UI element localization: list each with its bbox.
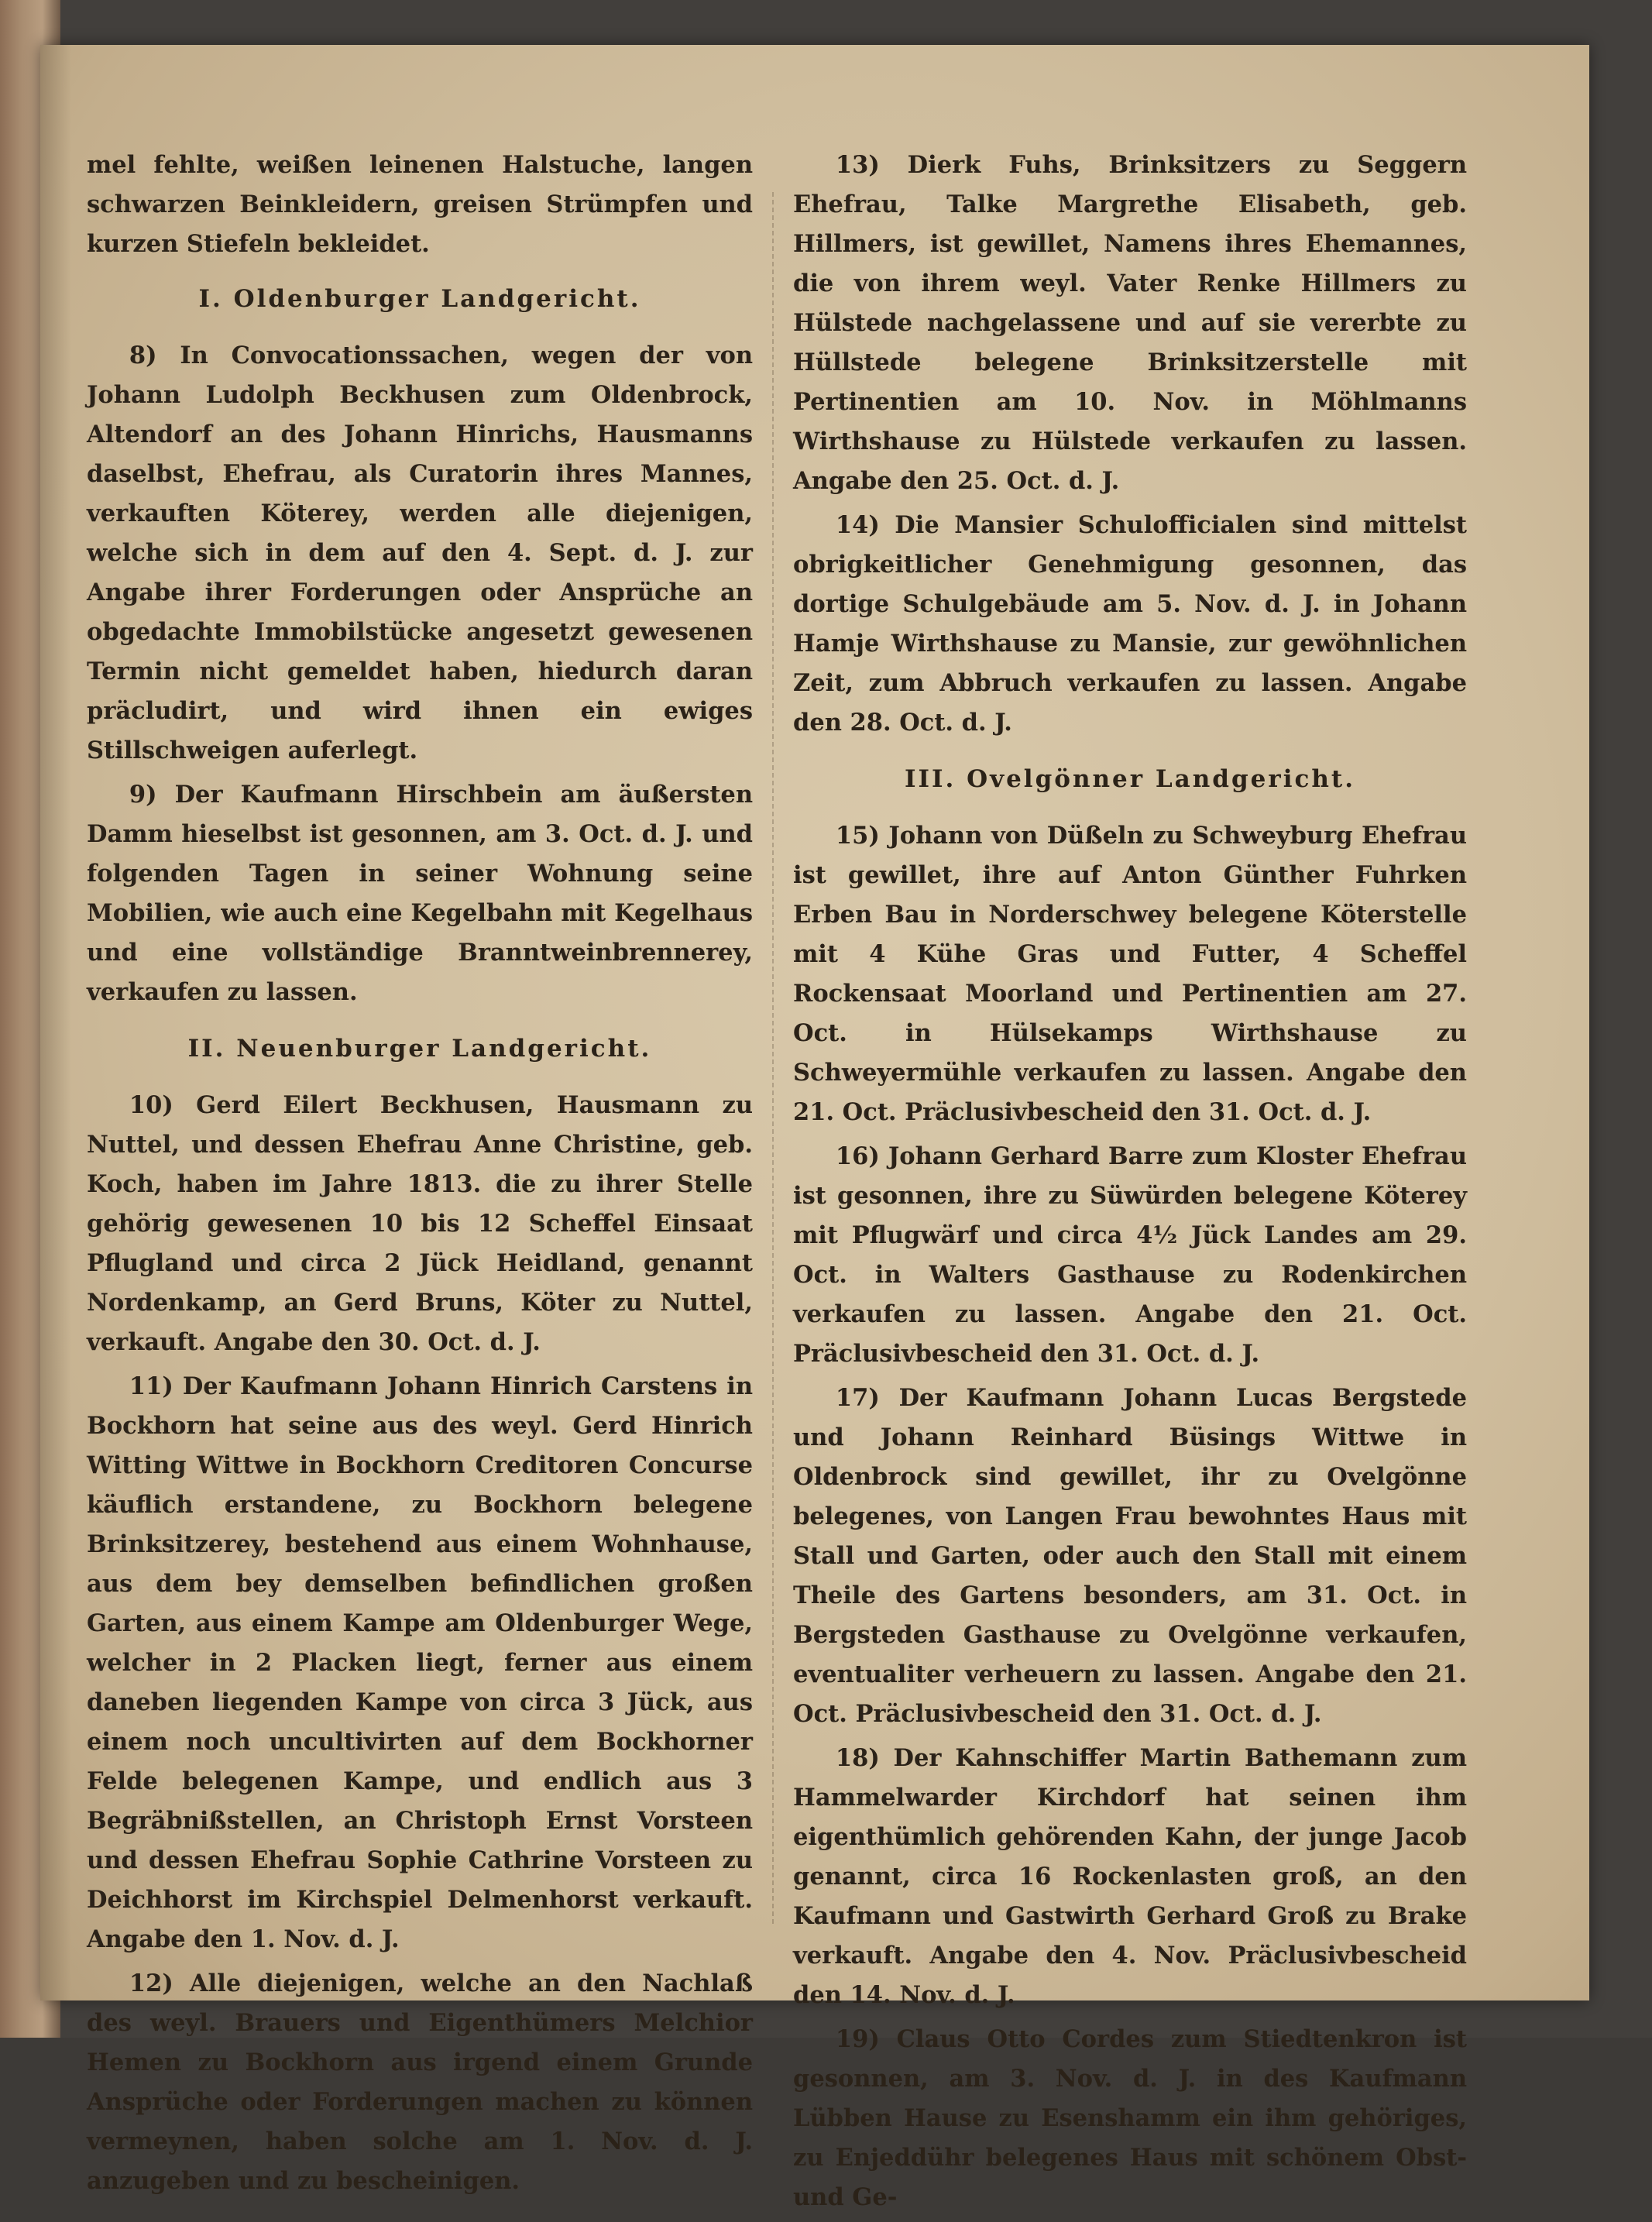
notice-17: 17) Der Kaufmann Johann Lucas Bergstede und Johann Reinhard Büsings Wittwe in Oldenbrock sind gewillet, ihr zu Ovelgönne belegenes, von Langen Frau bewohntes Haus mit Stall und Garten, oder auch den Stall mit einem Theile des Gartens besonders, am 31. Oct. in Bergsteden Gasthause zu Ovelgönne verkaufen, eventualiter verheuern zu lassen. Angabe den 21. Oct. Präclusivbescheid den 31. Oct. d. J. (793, 1384, 1467, 1728)
notice-13: 13) Dierk Fuhs, Brinksitzers zu Seggern Ehefrau, Talke Margrethe Elisabeth, geb. Hillmers, ist gewillet, Namens ihres Ehemannes, die von ihrem weyl. Vater Renke Hillmers zu Hülstede nachgelassene und auf sie vererbte zu Hüllstede belegene Brinksitzerstelle mit Pertinentien am 10. Nov. in Möhlmanns Wirthshause zu Hülstede verkaufen zu lassen. Angabe den 25. Oct. d. J. (793, 151, 1467, 495)
notice-15: 15) Johann von Düßeln zu Schweyburg Ehefrau ist gewillet, ihre auf Anton Günther Fuhrken Erben Bau in Norderschwey belegene Köterstelle mit 4 Kühe Gras und Futter, 4 Scheffel Rockensaat Moorland und Pertinentien am 27. Oct. in Hülsekamps Wirthshause zu Schweyermühle verkaufen zu lassen. Angabe den 21. Oct. Präclusivbescheid den 31. Oct. d. J. (793, 822, 1467, 1126)
section-heading-ovelgoenner: III. Ovelgönner Landgericht. (904, 765, 1355, 793)
notice-16: 16) Johann Gerhard Barre zum Kloster Ehefrau ist gesonnen, ihre zu Süwürden belegene Köterey mit Pflugwärf und circa 4½ Jück Landes am 29. Oct. in Walters Gasthause zu Rodenkirchen verkaufen zu lassen. Angabe den 21. Oct. Präclusivbescheid den 31. Oct. d. J. (793, 1142, 1467, 1368)
notice-19: 19) Claus Otto Cordes zum Stiedtenkron ist gesonnen, am 3. Nov. d. J. in des Kaufmann Lübben Hause zu Esenshamm ein ihm gehöriges, zu Enjeddühr belegenes Haus mit schönem Obst- und Ge- (793, 2025, 1467, 2211)
continued-text: mel fehlte, weißen leinenen Halstuche, langen schwarzen Beinkleidern, greisen Strümpfen und kurzen Stiefeln bekleidet. (87, 151, 753, 258)
notice-8: 8) In Convocationssachen, wegen der von Johann Ludolph Beckhusen zum Oldenbrock, Altendorf an des Johann Hinrichs, Hausmanns daselbst, Ehefrau, als Curatorin ihres Mannes, verkauften Köterey, werden alle diejenigen, welche sich in dem auf den 4. Sept. d. J. zur Angabe ihrer Forderungen oder Ansprüche an obgedachte Immobilstücke angesetzt gewesenen Termin nicht gemeldet haben, hiedurch daran präcludirt, und wird ihnen ein ewiges Stillschweigen auferlegt. (87, 342, 753, 764)
section-heading-oldenburger: I. Oldenburger Landgericht. (198, 285, 641, 313)
right-column (793, 146, 1467, 2222)
document-page (40, 45, 1589, 2211)
left-column (87, 146, 753, 2206)
notice-18: 18) Der Kahnschiffer Martin Bathemann zum Hammelwarder Kirchdorf hat seinen ihm eigenthümlich gehörenden Kahn, der junge Jacob genannt, circa 16 Rockenlasten groß, an den Kaufmann und Gastwirth Gerhard Groß zu Brake verkauft. Angabe den 4. Nov. Präclusivbescheid den 14. Nov. d. J. (793, 1744, 1467, 2009)
notice-11: 11) Der Kaufmann Johann Hinrich Carstens in Bockhorn hat seine aus des weyl. Gerd Hinrich Witting Wittwe in Bockhorn Creditoren Concurse käuflich erstandene, zu Bockhorn belegene Brinksitzerey, bestehend aus einem Wohnhause, aus dem bey demselben befindlichen großen Garten, aus einem Kampe am Oldenburger Wege, welcher in 2 Placken liegt, ferner aus einem daneben liegenden Kampe von circa 3 Jück, aus einem noch uncultivirten auf dem Bockhorner Felde belegenen Kampe, und endlich aus 3 Begräbnißstellen, an Christoph Ernst Vorsteen und dessen Ehefrau Sophie Cathrine Vorsteen zu Deichhorst im Kirchspiel Delmenhorst verkauft. Angabe den 1. Nov. d. J. (87, 1372, 753, 1953)
notice-14: 14) Die Mansier Schulofficialen sind mittelst obrigkeitlicher Genehmigung gesonnen, das dortige Schulgebäude am 5. Nov. d. J. in Johann Hamje Wirthshause zu Mansie, zur gewöhnlichen Zeit, zum Abbruch verkaufen zu lassen. Angabe den 28. Oct. d. J. (793, 511, 1467, 737)
notice-9: 9) Der Kaufmann Hirschbein am äußersten Damm hieselbst ist gesonnen, am 3. Oct. d. J. und folgenden Tagen in seiner Wohnung seine Mobilien, wie auch eine Kegelbahn mit Kegelhaus und eine vollständige Branntweinbrennerey, verkaufen zu lassen. (87, 781, 753, 1006)
column-divider (772, 192, 774, 1927)
section-heading-neuenburger: II. Neuenburger Landgericht. (187, 1035, 652, 1063)
notice-10: 10) Gerd Eilert Beckhusen, Hausmann zu Nuttel, und dessen Ehefrau Anne Christine, geb. Koch, haben im Jahre 1813. die zu ihrer Stelle gehörig gewesenen 10 bis 12 Scheffel Einsaat Pflugland und circa 2 Jück Heidland, genannt Nordenkamp, an Gerd Bruns, Köter zu Nuttel, verkauft. Angabe den 30. Oct. d. J. (87, 1091, 753, 1356)
page-gutter-shadow (40, 45, 71, 2000)
notice-12: 12) Alle diejenigen, welche an den Nachlaß des weyl. Brauers und Eigenthümers Melchior Hemen zu Bockhorn aus irgend einem Grunde Ansprüche oder Forderungen machen zu können vermeynen, haben solche am 1. Nov. d. J. anzugeben und zu bescheinigen. (87, 1970, 753, 2195)
